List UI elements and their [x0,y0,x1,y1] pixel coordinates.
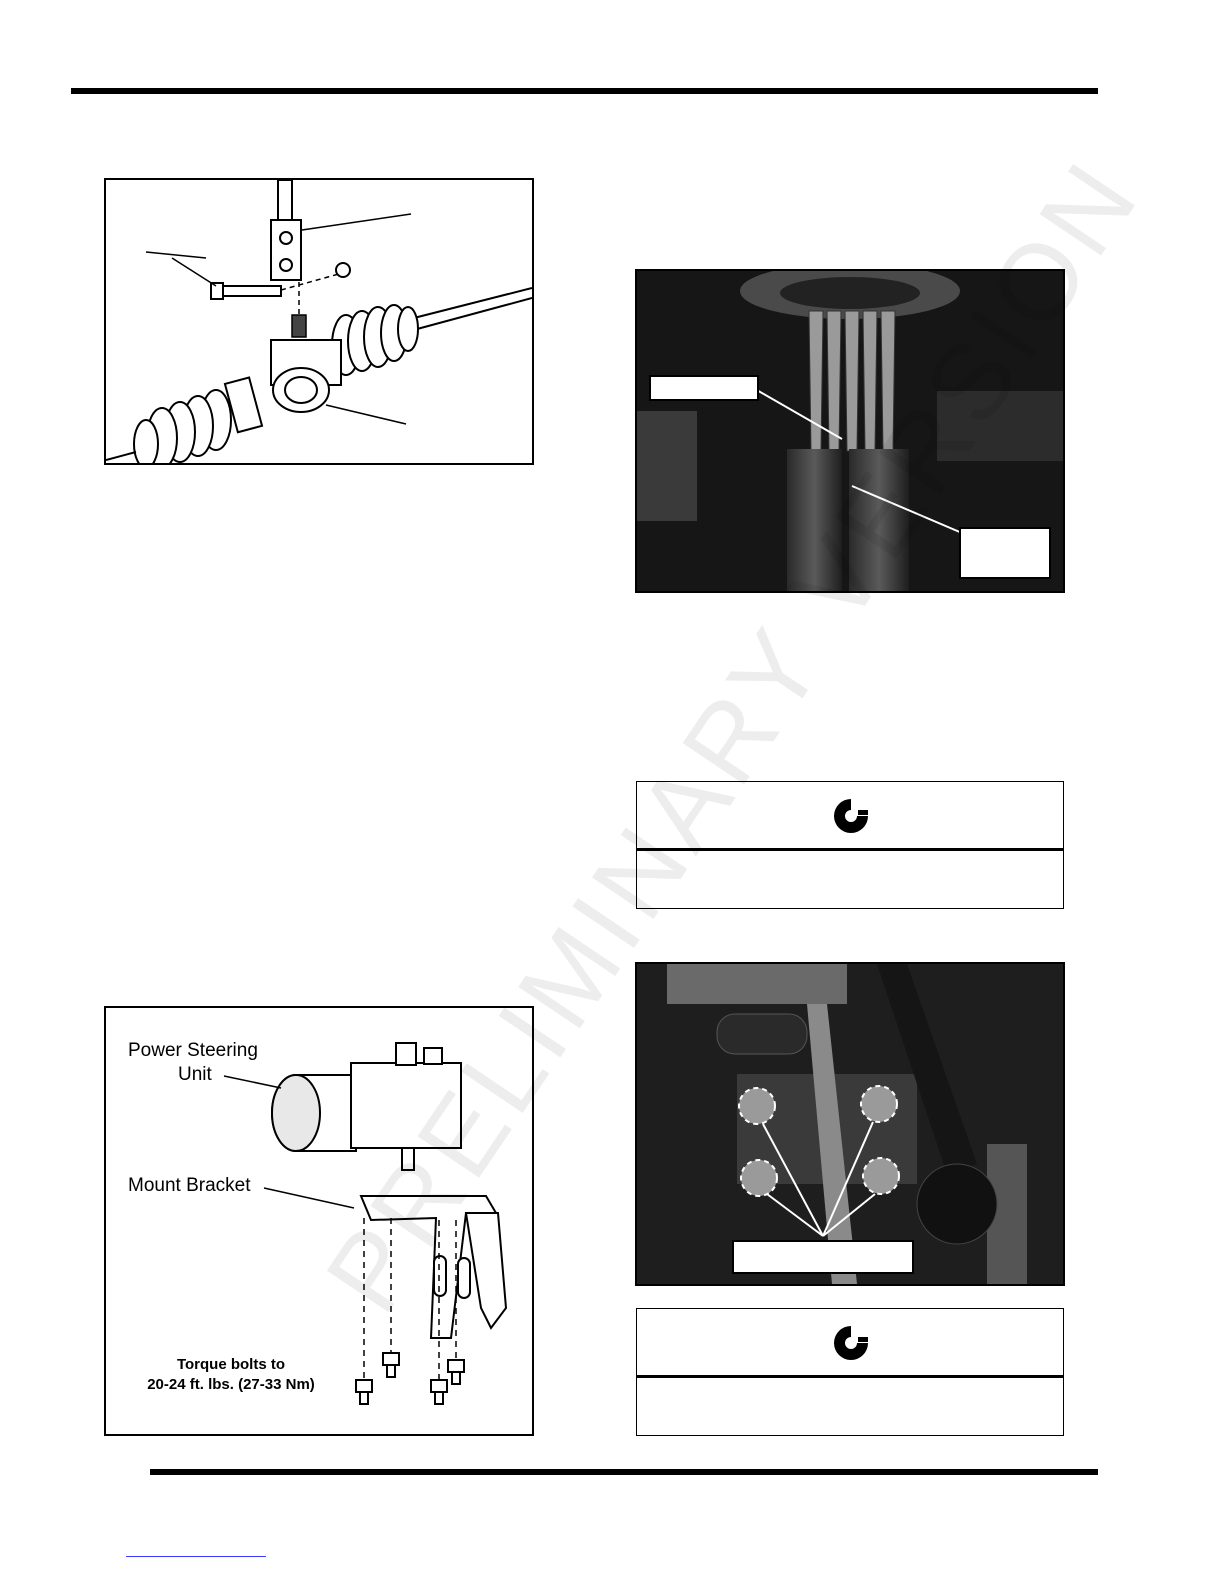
torque-spec-box-1 [636,781,1064,909]
torque-note-line1: Torque bolts to [176,1356,286,1373]
header-rule [71,88,1098,94]
figure-steering-gear [104,178,534,465]
callout-label-box-1 [649,375,759,401]
torque-wrench-icon [831,1323,871,1363]
figure-power-steering-bracket [104,1006,534,1436]
photo-splined-shaft [635,269,1065,593]
steering-gear-exploded-diagram [106,180,532,463]
torque-wrench-icon [831,796,871,836]
power-steering-unit-label-line1: Power Steering [128,1040,258,1061]
mount-bracket-label: Mount Bracket [128,1175,251,1196]
torque-spec-divider [637,1375,1063,1378]
footer-link-underline[interactable] [126,1556,266,1557]
photo-mount-bolts [635,962,1065,1286]
torque-spec-header [637,782,1063,848]
torque-spec-box-2 [636,1308,1064,1436]
power-steering-unit-label-line2: Unit [178,1064,212,1085]
preliminary-watermark: PRELIMINARY VERSION [302,138,1163,1333]
torque-note-line2: 20-24 ft. lbs. (27-33 Nm) [147,1376,315,1393]
footer-rule [150,1469,1098,1475]
callout-label-box-2 [959,527,1051,579]
torque-spec-header [637,1309,1063,1375]
torque-spec-divider [637,848,1063,851]
callout-label-box-3 [732,1240,914,1274]
mount-bolts-photo [637,964,1063,1284]
